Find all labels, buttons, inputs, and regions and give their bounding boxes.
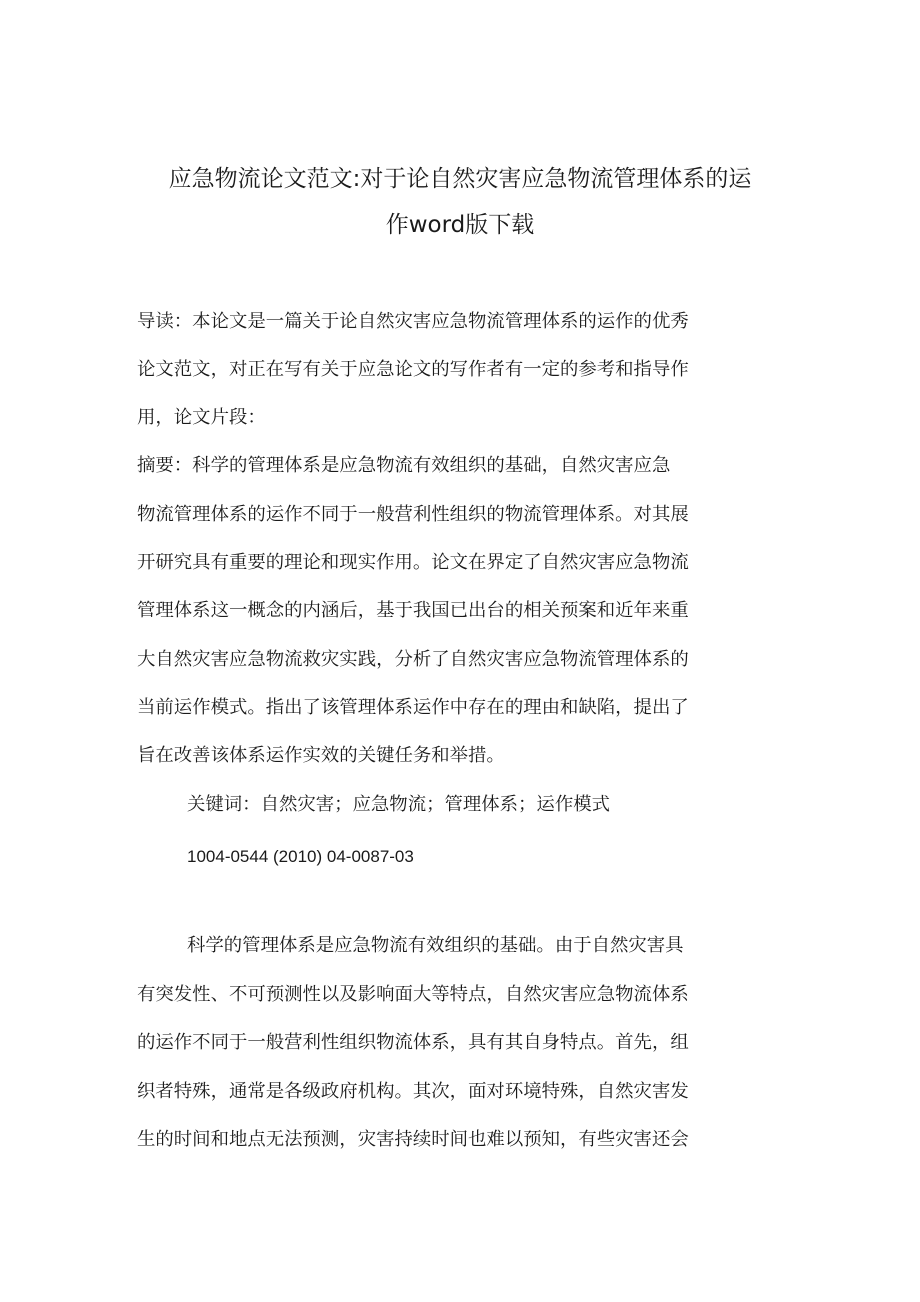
intro-line: 用，论文片段：	[137, 407, 266, 428]
body-line: 科学的管理体系是应急物流有效组织的基础。由于自然灾害具	[187, 935, 684, 956]
title-line-1: 应急物流论文范文:对于论自然灾害应急物流管理体系的运	[168, 166, 752, 192]
document-title	[120, 156, 800, 248]
intro-line: 论文范文，对正在写有关于应急论文的写作者有一定的参考和指导作	[137, 359, 689, 380]
keywords-line: 关键词：自然灾害；应急物流；管理体系；运作模式	[187, 794, 610, 815]
abstract-line: 摘要：科学的管理体系是应急物流有效组织的基础，自然灾害应急	[137, 455, 671, 476]
body-line: 生的时间和地点无法预测，灾害持续时间也难以预知，有些灾害还会	[137, 1129, 689, 1150]
abstract-line: 当前运作模式。指出了该管理体系运作中存在的理由和缺陷，提出了	[137, 697, 689, 718]
abstract-line: 大自然灾害应急物流救灾实践，分析了自然灾害应急物流管理体系的	[137, 649, 689, 670]
body-line: 的运作不同于一般营利性组织物流体系，具有其自身特点。首先，组	[137, 1032, 689, 1053]
abstract-line: 开研究具有重要的理论和现实作用。论文在界定了自然灾害应急物流	[137, 552, 689, 573]
abstract-line: 管理体系这一概念的内涵后，基于我国已出台的相关预案和近年来重	[137, 600, 689, 621]
abstract-line: 旨在改善该体系运作实效的关键任务和举措。	[137, 745, 505, 766]
intro-line: 导读：本论文是一篇关于论自然灾害应急物流管理体系的运作的优秀	[137, 311, 689, 332]
body-line: 织者特殊，通常是各级政府机构。其次，面对环境特殊，自然灾害发	[137, 1081, 689, 1102]
body-line: 有突发性、不可预测性以及影响面大等特点，自然灾害应急物流体系	[137, 984, 689, 1005]
classification-code: 1004-0544 (2010) 04-0087-03	[187, 847, 414, 866]
title-line-2: 作word版下载	[385, 212, 535, 238]
abstract-line: 物流管理体系的运作不同于一般营利性组织的物流管理体系。对其展	[137, 504, 689, 525]
